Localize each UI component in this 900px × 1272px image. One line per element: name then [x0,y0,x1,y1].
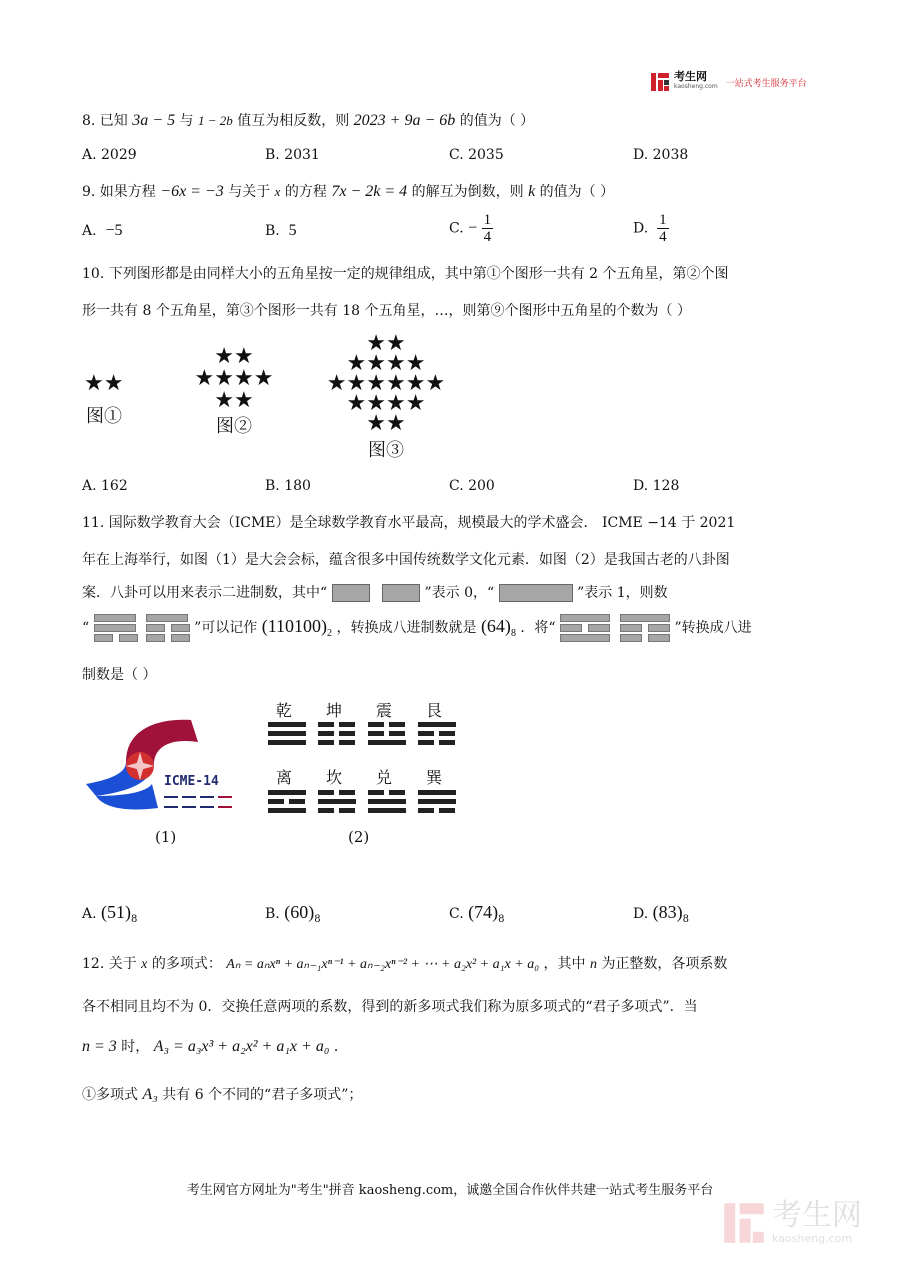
trigram-label-kun: 坤 [326,701,343,720]
trigram-label-gen: 艮 [426,701,443,720]
trigram-qian-icon [268,722,306,749]
trigram-dui-icon [368,790,406,817]
hexagram-110100-icon [94,612,190,644]
icme-logo-text: ICME-14 [164,774,219,789]
q8-stem: 8. 已知 3a − 5 与 1 − 2b 值互为相反数，则 2023 + 9a − 6b 的值为（ ） [82,112,535,129]
trigram-li-icon [268,790,306,817]
q10-option-a: A. 162 [82,478,128,494]
watermark-en: kaosheng.com [772,1232,853,1245]
footer-text: 考生网官方网址为"考生"拼音 kaosheng.com，诚邀全国合作伙伴共建一站式考生服务平台 [186,1183,714,1198]
q11-stem-line1: 11. 国际数学教育大会（ICME）是全球数学教育水平最高，规模最大的学术盛会． ICME −14 于 2021 [82,515,736,531]
trigram-label-xun: 巽 [426,768,443,787]
q10-option-c: C. 200 [449,478,495,494]
q9-option-c-fraction: $\frac{1}{4}$ [483,212,492,245]
q8-option-c: C. 2035 [449,147,504,163]
q12-stem-line4: ①多项式 A₃ 共有 6 个不同的“君子多项式”； [82,1086,363,1103]
watermark-logo-icon [722,1201,766,1245]
q11-stem-line3: 案．八卦可以用来表示二进制数，其中“ ”表示 0，“ ”表示 1，则数 [82,585,668,601]
hexagram-question-icon [560,612,670,644]
q8-option-a: A. 2029 [82,147,137,163]
broken-line-icon [332,584,370,602]
star-icon: ★ [103,371,124,396]
q9-option-c: C. − $\frac{1}{4}$ [449,212,492,245]
q11-figure-2-caption: (2) [348,828,370,846]
q9-stem: 9. 如果方程 −6x = −3 与关于 x 的方程 7x − 2k = 4 的解互为倒数，则 k 的值为（ ） [82,183,615,200]
watermark [722,1200,862,1245]
icme-logo [86,712,246,822]
q10-option-d: D. 128 [633,478,680,494]
q10-figure-3-label: 图③ [368,440,404,461]
trigram-label-kan: 坎 [326,768,343,787]
q10-figure-1-label: 图① [86,406,122,427]
watermark-cn: 考生网 [772,1198,862,1233]
q11-stem-line2: 年在上海举行，如图（1）是大会会标，蕴含很多中国传统数学文化元素．如图（2）是我国古老的八卦图 [82,552,730,568]
broken-line-icon [382,584,420,602]
q9-option-a: A. −5 [82,222,123,239]
q9-eq2: 7x − 2k = 4 [331,183,408,200]
q11-option-a: A. $(51)_8$ [82,902,138,925]
q8-option-b: B. 2031 [265,147,320,163]
q10-figure-2-label: 图② [216,416,252,437]
trigram-xun-icon [418,790,456,817]
trigram-gen-icon [418,722,456,749]
q12-a3-polynomial: A₃ = a₃x³ + a₂x² + a₁x + a₀ [153,1038,330,1055]
q9-eq1: −6x = −3 [160,183,224,200]
q9-option-d: D. $\frac{1}{4}$ [633,212,667,245]
q8-expr1: 3a − 5 [132,112,176,129]
q10-option-b: B. 180 [265,478,311,494]
q10-figure-2: ★★ ★★★★ ★★ [194,344,274,413]
kaosheng-logo-icon [650,72,670,92]
header-logo [650,72,807,92]
trigram-kan-icon [318,790,356,817]
trigram-kun-icon [318,722,355,749]
q10-figure-1 [84,372,123,396]
q11-stem-line5: 制数是（ ） [82,667,157,683]
q12-polynomial: Aₙ = aₙxⁿ + aₙ₋₁xⁿ⁻¹ + aₙ₋₂xⁿ⁻² + ⋯ + a₂x² + a₁x + a₀ [226,957,540,972]
q8-expr2: 1 − 2b [197,113,233,128]
q10-figure-3: ★★ ★★★★ ★★★★★★ ★★★★ ★★ [326,331,446,436]
q11-option-c: C. $(74)_8$ [449,902,505,925]
trigram-label-li: 离 [276,768,293,787]
trigram-label-dui: 兑 [376,768,393,787]
icme-logo-bars [164,796,232,808]
q12-stem-line2: 各不相同且均不为 0．交换任意两项的系数，得到的新多项式我们称为原多项式的“君子多项式”．当 [82,999,698,1015]
q8-option-d: D. 2038 [633,147,689,163]
trigram-zhen-icon [368,722,406,749]
trigram-label-zhen: 震 [376,701,393,720]
solid-line-icon [499,584,573,602]
trigram-label-qian: 乾 [276,701,293,720]
q10-stem-line1: 10. 下列图形都是由同样大小的五角星按一定的规律组成，其中第①个图形一共有 2 个五角星，第②个图 [82,266,729,282]
q11-option-b: B. $(60)_8$ [265,902,321,925]
q12-stem-line3: n = 3 时， A₃ = a₃x³ + a₂x² + a₁x + a₀ ． [82,1038,348,1055]
q11-stem-line4: “ ”可以记作 $(110100)_2$ ，转换成八进制数就是 $(64)_8$ ．将“ ”转换成八进 [82,612,752,644]
q12-stem-line1: 12. 关于 x 的多项式： Aₙ = aₙxⁿ + aₙ₋₁xⁿ⁻¹ + aₙ₋₂xⁿ⁻² + ⋯ + a₂x² + a₁x + a₀ ，其中 n 为正整数，各项系数 [82,956,728,972]
header-brand-en: kaosheng.com [674,83,718,90]
header-slogan: 一站式考生服务平台 [725,78,807,89]
q8-expr3: 2023 + 9a − 6b [353,112,456,129]
header-brand-cn: 考生网 [674,70,707,83]
star-icon: ★ [84,371,104,396]
q11-binary-value: $(110100)_2$ [261,616,333,640]
q11-figure-1-caption: (1) [155,828,177,846]
q11-octal-value: $(64)_8$ [480,616,516,640]
q9-option-b: B. 5 [265,222,297,239]
q9-option-d-fraction: $\frac{1}{4}$ [659,212,667,245]
q10-stem-line2: 形一共有 8 个五角星，第③个图形一共有 18 个五角星，…，则第⑨个图形中五角星的个数为（ ） [82,303,691,319]
q11-option-d: D. $(83)_8$ [633,902,690,925]
